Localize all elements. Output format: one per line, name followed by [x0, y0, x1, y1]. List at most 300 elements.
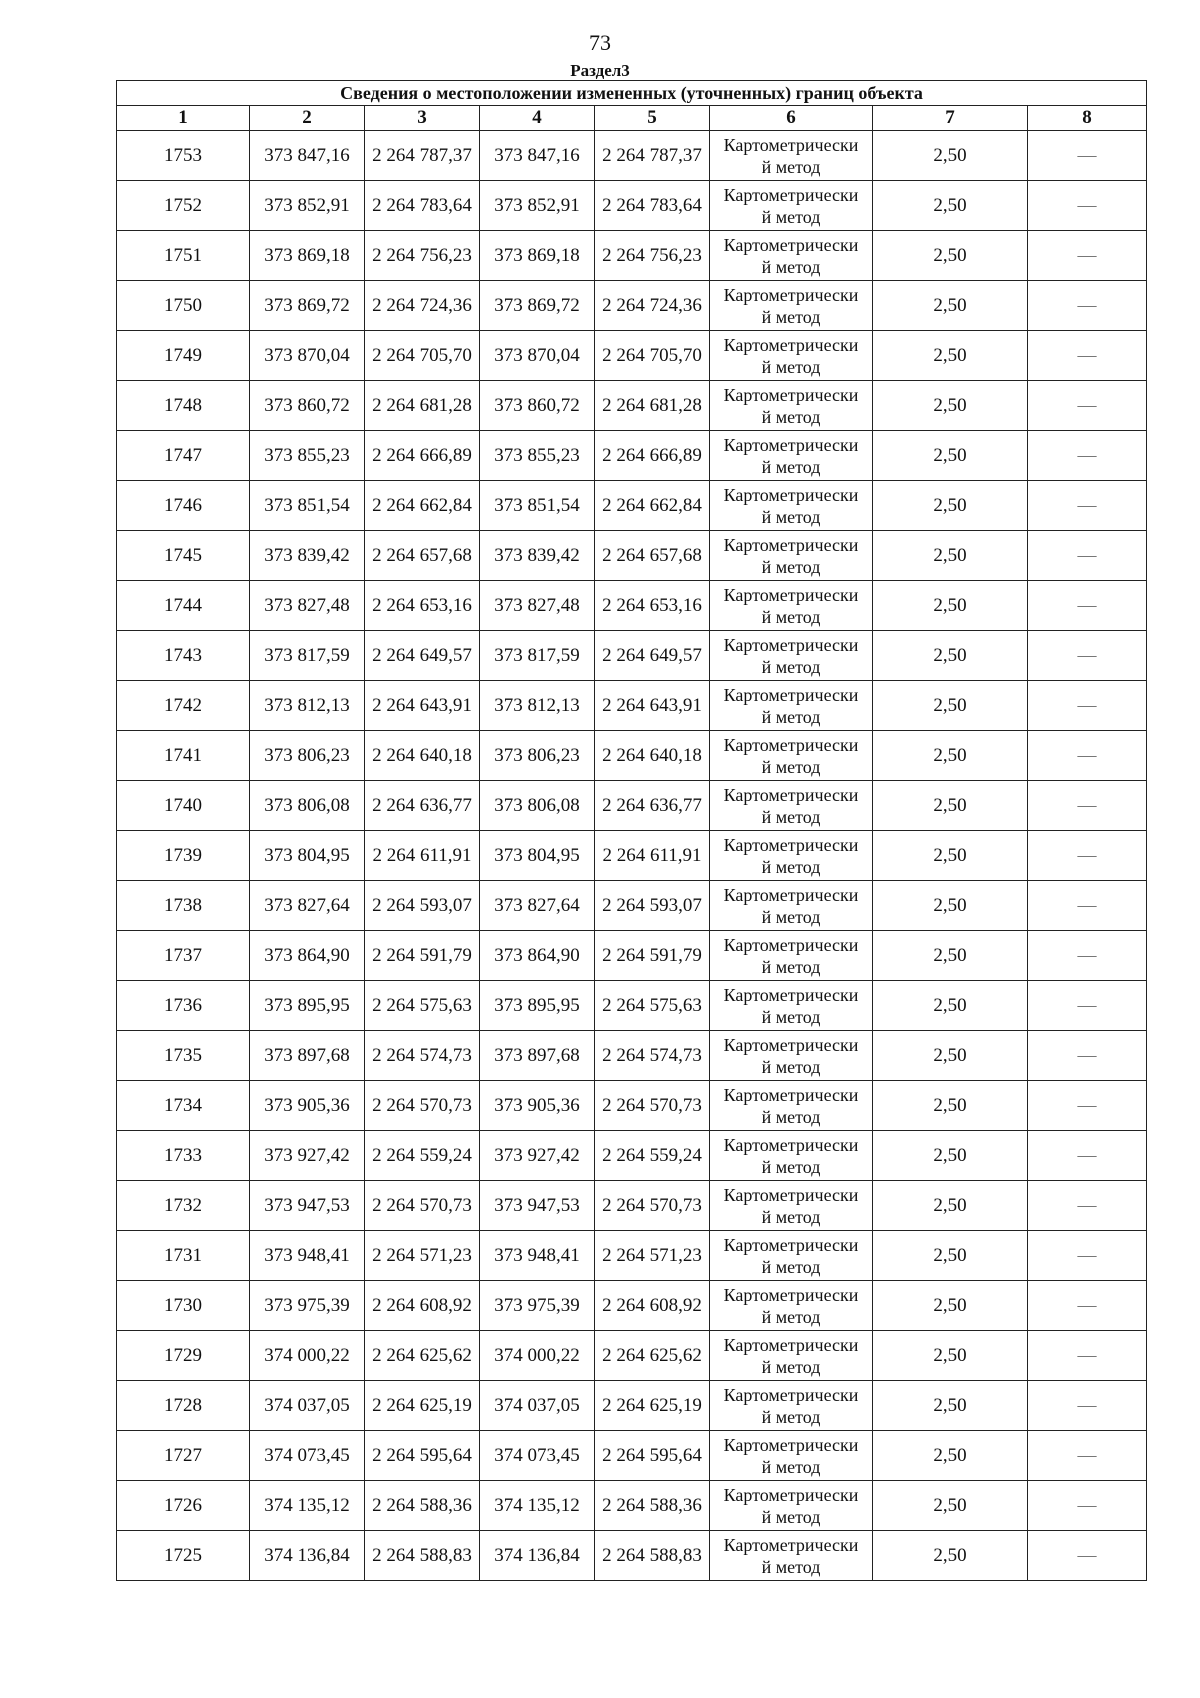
column-header: 4: [480, 106, 595, 131]
table-row: [117, 1031, 1147, 1081]
point-number-cell: 1752: [117, 181, 250, 231]
y-existing-cell: 2 264 570,73: [365, 1181, 480, 1231]
table-row: [117, 231, 1147, 281]
section-title: Раздел3: [570, 61, 630, 80]
y-existing-cell: 2 264 783,64: [365, 181, 480, 231]
method-line1: Картометрически: [723, 184, 859, 205]
table-row: [117, 481, 1147, 531]
point-number-cell: 1747: [117, 431, 250, 481]
y-new-cell: 2 264 625,19: [595, 1381, 710, 1431]
method-line1: Картометрически: [723, 1334, 859, 1355]
method-line1: Картометрически: [723, 884, 859, 905]
accuracy-cell: 2,50: [873, 931, 1028, 981]
note-cell: —: [1028, 881, 1147, 931]
table-row: [117, 131, 1147, 181]
table-row: [117, 531, 1147, 581]
accuracy-cell: 2,50: [873, 981, 1028, 1031]
x-new-cell: 373 806,23: [480, 731, 595, 781]
note-cell: —: [1028, 1131, 1147, 1181]
method-cell: [710, 1331, 873, 1381]
y-new-cell: 2 264 653,16: [595, 581, 710, 631]
method-line2: й метод: [761, 856, 821, 877]
table-row: [117, 1431, 1147, 1481]
method-line1: Картометрически: [723, 1284, 859, 1305]
method-cell: [710, 931, 873, 981]
y-new-cell: 2 264 559,24: [595, 1131, 710, 1181]
method-cell: [710, 881, 873, 931]
method-line1: Картометрически: [723, 1384, 859, 1405]
accuracy-cell: 2,50: [873, 131, 1028, 181]
accuracy-cell: 2,50: [873, 731, 1028, 781]
method-line2: й метод: [761, 556, 821, 577]
x-existing-cell: 373 860,72: [250, 381, 365, 431]
method-cell: [710, 831, 873, 881]
point-number-cell: 1740: [117, 781, 250, 831]
point-number-cell: 1730: [117, 1281, 250, 1331]
table-row: [117, 631, 1147, 681]
note-cell: —: [1028, 481, 1147, 531]
note-cell: —: [1028, 381, 1147, 431]
method-cell: [710, 1031, 873, 1081]
table-row: [117, 1281, 1147, 1331]
accuracy-cell: 2,50: [873, 481, 1028, 531]
method-line2: й метод: [761, 1206, 821, 1227]
method-cell: [710, 431, 873, 481]
accuracy-cell: 2,50: [873, 1381, 1028, 1431]
method-line2: й метод: [761, 606, 821, 627]
y-new-cell: 2 264 649,57: [595, 631, 710, 681]
y-existing-cell: 2 264 657,68: [365, 531, 480, 581]
column-header: 8: [1028, 106, 1147, 131]
y-existing-cell: 2 264 608,92: [365, 1281, 480, 1331]
x-existing-cell: 373 812,13: [250, 681, 365, 731]
method-line1: Картометрически: [723, 484, 859, 505]
y-existing-cell: 2 264 559,24: [365, 1131, 480, 1181]
y-new-cell: 2 264 756,23: [595, 231, 710, 281]
method-line2: й метод: [761, 456, 821, 477]
accuracy-cell: 2,50: [873, 381, 1028, 431]
accuracy-cell: 2,50: [873, 831, 1028, 881]
y-new-cell: 2 264 595,64: [595, 1431, 710, 1481]
point-number-cell: 1736: [117, 981, 250, 1031]
x-new-cell: 373 860,72: [480, 381, 595, 431]
y-new-cell: 2 264 574,73: [595, 1031, 710, 1081]
y-new-cell: 2 264 625,62: [595, 1331, 710, 1381]
x-new-cell: 374 136,84: [480, 1531, 595, 1581]
table-row: [117, 881, 1147, 931]
accuracy-cell: 2,50: [873, 881, 1028, 931]
point-number-cell: 1751: [117, 231, 250, 281]
table-row: [117, 431, 1147, 481]
method-line1: Картометрически: [723, 1084, 859, 1105]
point-number-cell: 1725: [117, 1531, 250, 1581]
table-row: [117, 931, 1147, 981]
x-new-cell: 373 839,42: [480, 531, 595, 581]
y-new-cell: 2 264 705,70: [595, 331, 710, 381]
point-number-cell: 1727: [117, 1431, 250, 1481]
accuracy-cell: 2,50: [873, 181, 1028, 231]
accuracy-cell: 2,50: [873, 1281, 1028, 1331]
point-number-cell: 1745: [117, 531, 250, 581]
y-new-cell: 2 264 681,28: [595, 381, 710, 431]
x-existing-cell: 373 895,95: [250, 981, 365, 1031]
method-line2: й метод: [761, 1256, 821, 1277]
table-row: [117, 1481, 1147, 1531]
table-row: [117, 781, 1147, 831]
x-new-cell: 373 806,08: [480, 781, 595, 831]
y-existing-cell: 2 264 666,89: [365, 431, 480, 481]
point-number-cell: 1741: [117, 731, 250, 781]
point-number-cell: 1728: [117, 1381, 250, 1431]
method-line2: й метод: [761, 956, 821, 977]
method-cell: [710, 1231, 873, 1281]
note-cell: —: [1028, 1481, 1147, 1531]
accuracy-cell: 2,50: [873, 1431, 1028, 1481]
x-new-cell: 373 975,39: [480, 1281, 595, 1331]
note-cell: —: [1028, 681, 1147, 731]
method-cell: [710, 581, 873, 631]
method-line2: й метод: [761, 1356, 821, 1377]
accuracy-cell: 2,50: [873, 581, 1028, 631]
point-number-cell: 1737: [117, 931, 250, 981]
method-cell: [710, 131, 873, 181]
accuracy-cell: 2,50: [873, 431, 1028, 481]
method-cell: [710, 1181, 873, 1231]
y-existing-cell: 2 264 640,18: [365, 731, 480, 781]
note-cell: —: [1028, 331, 1147, 381]
method-line2: й метод: [761, 656, 821, 677]
note-cell: —: [1028, 181, 1147, 231]
method-line2: й метод: [761, 906, 821, 927]
method-line1: Картометрически: [723, 734, 859, 755]
method-cell: [710, 181, 873, 231]
y-new-cell: 2 264 608,92: [595, 1281, 710, 1331]
method-line1: Картометрически: [723, 1184, 859, 1205]
table-row: [117, 281, 1147, 331]
method-line1: Картометрически: [723, 1534, 859, 1555]
x-existing-cell: 373 806,23: [250, 731, 365, 781]
method-line1: Картометрически: [723, 934, 859, 955]
y-existing-cell: 2 264 625,19: [365, 1381, 480, 1431]
accuracy-cell: 2,50: [873, 1531, 1028, 1581]
y-existing-cell: 2 264 570,73: [365, 1081, 480, 1131]
method-line2: й метод: [761, 156, 821, 177]
table-row: [117, 681, 1147, 731]
method-cell: [710, 231, 873, 281]
x-new-cell: 373 869,72: [480, 281, 595, 331]
y-existing-cell: 2 264 681,28: [365, 381, 480, 431]
y-existing-cell: 2 264 649,57: [365, 631, 480, 681]
x-new-cell: 373 870,04: [480, 331, 595, 381]
point-number-cell: 1733: [117, 1131, 250, 1181]
method-line2: й метод: [761, 256, 821, 277]
table-row: [117, 731, 1147, 781]
note-cell: —: [1028, 831, 1147, 881]
point-number-cell: 1744: [117, 581, 250, 631]
y-existing-cell: 2 264 595,64: [365, 1431, 480, 1481]
method-line1: Картометрически: [723, 1234, 859, 1255]
y-existing-cell: 2 264 756,23: [365, 231, 480, 281]
y-existing-cell: 2 264 575,63: [365, 981, 480, 1031]
method-cell: [710, 481, 873, 531]
table-row: [117, 831, 1147, 881]
method-line2: й метод: [761, 706, 821, 727]
y-existing-cell: 2 264 787,37: [365, 131, 480, 181]
table-row: [117, 1231, 1147, 1281]
method-line1: Картометрически: [723, 784, 859, 805]
point-number-cell: 1726: [117, 1481, 250, 1531]
method-line2: й метод: [761, 306, 821, 327]
column-header: 3: [365, 106, 480, 131]
x-existing-cell: 373 817,59: [250, 631, 365, 681]
table-heading: Сведения о местоположении измененных (уточненных) границ объекта: [117, 81, 1147, 106]
method-line1: Картометрически: [723, 284, 859, 305]
y-existing-cell: 2 264 662,84: [365, 481, 480, 531]
point-number-cell: 1729: [117, 1331, 250, 1381]
note-cell: —: [1028, 981, 1147, 1031]
method-cell: [710, 1531, 873, 1581]
method-line1: Картометрически: [723, 1134, 859, 1155]
y-existing-cell: 2 264 724,36: [365, 281, 480, 331]
y-new-cell: 2 264 662,84: [595, 481, 710, 531]
table-row: [117, 331, 1147, 381]
accuracy-cell: 2,50: [873, 331, 1028, 381]
accuracy-cell: 2,50: [873, 1331, 1028, 1381]
x-new-cell: 373 827,48: [480, 581, 595, 631]
accuracy-cell: 2,50: [873, 781, 1028, 831]
x-new-cell: 373 897,68: [480, 1031, 595, 1081]
note-cell: —: [1028, 1031, 1147, 1081]
note-cell: —: [1028, 1331, 1147, 1381]
x-existing-cell: 373 851,54: [250, 481, 365, 531]
accuracy-cell: 2,50: [873, 1231, 1028, 1281]
accuracy-cell: 2,50: [873, 281, 1028, 331]
note-cell: —: [1028, 1181, 1147, 1231]
y-existing-cell: 2 264 653,16: [365, 581, 480, 631]
table-row: [117, 1181, 1147, 1231]
note-cell: —: [1028, 931, 1147, 981]
y-existing-cell: 2 264 625,62: [365, 1331, 480, 1381]
table-row: [117, 1331, 1147, 1381]
table-row: [117, 381, 1147, 431]
x-existing-cell: 373 869,72: [250, 281, 365, 331]
x-new-cell: 373 804,95: [480, 831, 595, 881]
x-new-cell: 374 000,22: [480, 1331, 595, 1381]
method-line2: й метод: [761, 756, 821, 777]
accuracy-cell: 2,50: [873, 631, 1028, 681]
note-cell: —: [1028, 1381, 1147, 1431]
point-number-cell: 1746: [117, 481, 250, 531]
note-cell: —: [1028, 231, 1147, 281]
y-new-cell: 2 264 657,68: [595, 531, 710, 581]
method-line2: й метод: [761, 206, 821, 227]
method-line2: й метод: [761, 1406, 821, 1427]
x-new-cell: 373 812,13: [480, 681, 595, 731]
method-line2: й метод: [761, 406, 821, 427]
table-body: [117, 131, 1147, 1581]
point-number-cell: 1742: [117, 681, 250, 731]
table-row: [117, 581, 1147, 631]
x-existing-cell: 374 000,22: [250, 1331, 365, 1381]
x-new-cell: 373 869,18: [480, 231, 595, 281]
method-line1: Картометрически: [723, 634, 859, 655]
method-line2: й метод: [761, 1506, 821, 1527]
note-cell: —: [1028, 1531, 1147, 1581]
x-existing-cell: 373 948,41: [250, 1231, 365, 1281]
method-line1: Картометрически: [723, 584, 859, 605]
y-new-cell: 2 264 593,07: [595, 881, 710, 931]
x-existing-cell: 373 806,08: [250, 781, 365, 831]
y-new-cell: 2 264 570,73: [595, 1181, 710, 1231]
x-existing-cell: 373 905,36: [250, 1081, 365, 1131]
method-cell: [710, 281, 873, 331]
x-existing-cell: 373 827,48: [250, 581, 365, 631]
note-cell: —: [1028, 131, 1147, 181]
x-existing-cell: 373 852,91: [250, 181, 365, 231]
x-new-cell: 373 855,23: [480, 431, 595, 481]
method-cell: [710, 1281, 873, 1331]
x-new-cell: 373 864,90: [480, 931, 595, 981]
table-row: [117, 1131, 1147, 1181]
method-line1: Картометрически: [723, 1434, 859, 1455]
table-row: [117, 1381, 1147, 1431]
y-new-cell: 2 264 643,91: [595, 681, 710, 731]
method-line2: й метод: [761, 1006, 821, 1027]
x-new-cell: 374 135,12: [480, 1481, 595, 1531]
method-line1: Картометрически: [723, 134, 859, 155]
x-existing-cell: 373 804,95: [250, 831, 365, 881]
note-cell: —: [1028, 731, 1147, 781]
point-number-cell: 1749: [117, 331, 250, 381]
point-number-cell: 1739: [117, 831, 250, 881]
accuracy-cell: 2,50: [873, 681, 1028, 731]
note-cell: —: [1028, 581, 1147, 631]
method-line1: Картометрически: [723, 1034, 859, 1055]
method-line2: й метод: [761, 506, 821, 527]
note-cell: —: [1028, 1231, 1147, 1281]
note-cell: —: [1028, 1431, 1147, 1481]
x-existing-cell: 373 897,68: [250, 1031, 365, 1081]
point-number-cell: 1743: [117, 631, 250, 681]
x-new-cell: 373 948,41: [480, 1231, 595, 1281]
accuracy-cell: 2,50: [873, 1481, 1028, 1531]
y-new-cell: 2 264 636,77: [595, 781, 710, 831]
x-new-cell: 374 037,05: [480, 1381, 595, 1431]
x-new-cell: 373 847,16: [480, 131, 595, 181]
method-line2: й метод: [761, 1156, 821, 1177]
method-cell: [710, 531, 873, 581]
column-header: 5: [595, 106, 710, 131]
method-line2: й метод: [761, 806, 821, 827]
method-line1: Картометрически: [723, 834, 859, 855]
note-cell: —: [1028, 531, 1147, 581]
point-number-cell: 1734: [117, 1081, 250, 1131]
x-new-cell: 373 905,36: [480, 1081, 595, 1131]
y-new-cell: 2 264 724,36: [595, 281, 710, 331]
y-new-cell: 2 264 787,37: [595, 131, 710, 181]
x-existing-cell: 373 827,64: [250, 881, 365, 931]
method-cell: [710, 1431, 873, 1481]
method-line1: Картометрически: [723, 684, 859, 705]
y-existing-cell: 2 264 571,23: [365, 1231, 480, 1281]
y-new-cell: 2 264 611,91: [595, 831, 710, 881]
table-row: [117, 1531, 1147, 1581]
column-header: 2: [250, 106, 365, 131]
note-cell: —: [1028, 631, 1147, 681]
y-new-cell: 2 264 591,79: [595, 931, 710, 981]
point-number-cell: 1753: [117, 131, 250, 181]
x-new-cell: 373 947,53: [480, 1181, 595, 1231]
x-existing-cell: 373 839,42: [250, 531, 365, 581]
method-line2: й метод: [761, 1306, 821, 1327]
page-number: 73: [589, 30, 611, 55]
x-new-cell: 373 827,64: [480, 881, 595, 931]
y-new-cell: 2 264 640,18: [595, 731, 710, 781]
y-new-cell: 2 264 575,63: [595, 981, 710, 1031]
column-header: 6: [710, 106, 873, 131]
table-row: [117, 981, 1147, 1031]
x-existing-cell: 373 855,23: [250, 431, 365, 481]
table-row: [117, 1081, 1147, 1131]
y-new-cell: 2 264 588,83: [595, 1531, 710, 1581]
method-line1: Картометрически: [723, 984, 859, 1005]
coordinates-table: [116, 80, 1147, 1581]
x-new-cell: 373 895,95: [480, 981, 595, 1031]
y-new-cell: 2 264 783,64: [595, 181, 710, 231]
method-line1: Картометрически: [723, 384, 859, 405]
method-line1: Картометрически: [723, 234, 859, 255]
x-existing-cell: 373 927,42: [250, 1131, 365, 1181]
x-existing-cell: 374 136,84: [250, 1531, 365, 1581]
note-cell: —: [1028, 431, 1147, 481]
method-cell: [710, 731, 873, 781]
y-existing-cell: 2 264 588,83: [365, 1531, 480, 1581]
accuracy-cell: 2,50: [873, 231, 1028, 281]
accuracy-cell: 2,50: [873, 1081, 1028, 1131]
method-cell: [710, 781, 873, 831]
x-new-cell: 373 852,91: [480, 181, 595, 231]
method-line1: Картометрически: [723, 334, 859, 355]
column-header-row: [117, 106, 1147, 131]
point-number-cell: 1738: [117, 881, 250, 931]
note-cell: —: [1028, 1281, 1147, 1331]
y-existing-cell: 2 264 588,36: [365, 1481, 480, 1531]
x-existing-cell: 373 975,39: [250, 1281, 365, 1331]
y-new-cell: 2 264 570,73: [595, 1081, 710, 1131]
x-existing-cell: 373 870,04: [250, 331, 365, 381]
method-line1: Картометрически: [723, 1484, 859, 1505]
x-new-cell: 373 851,54: [480, 481, 595, 531]
method-line2: й метод: [761, 1106, 821, 1127]
y-existing-cell: 2 264 705,70: [365, 331, 480, 381]
method-line1: Картометрически: [723, 434, 859, 455]
method-cell: [710, 981, 873, 1031]
x-new-cell: 374 073,45: [480, 1431, 595, 1481]
x-existing-cell: 374 135,12: [250, 1481, 365, 1531]
y-existing-cell: 2 264 643,91: [365, 681, 480, 731]
point-number-cell: 1732: [117, 1181, 250, 1231]
x-existing-cell: 373 947,53: [250, 1181, 365, 1231]
method-cell: [710, 381, 873, 431]
y-new-cell: 2 264 571,23: [595, 1231, 710, 1281]
x-new-cell: 373 927,42: [480, 1131, 595, 1181]
method-line2: й метод: [761, 1056, 821, 1077]
y-new-cell: 2 264 588,36: [595, 1481, 710, 1531]
accuracy-cell: 2,50: [873, 1131, 1028, 1181]
note-cell: —: [1028, 1081, 1147, 1131]
point-number-cell: 1731: [117, 1231, 250, 1281]
method-cell: [710, 1481, 873, 1531]
